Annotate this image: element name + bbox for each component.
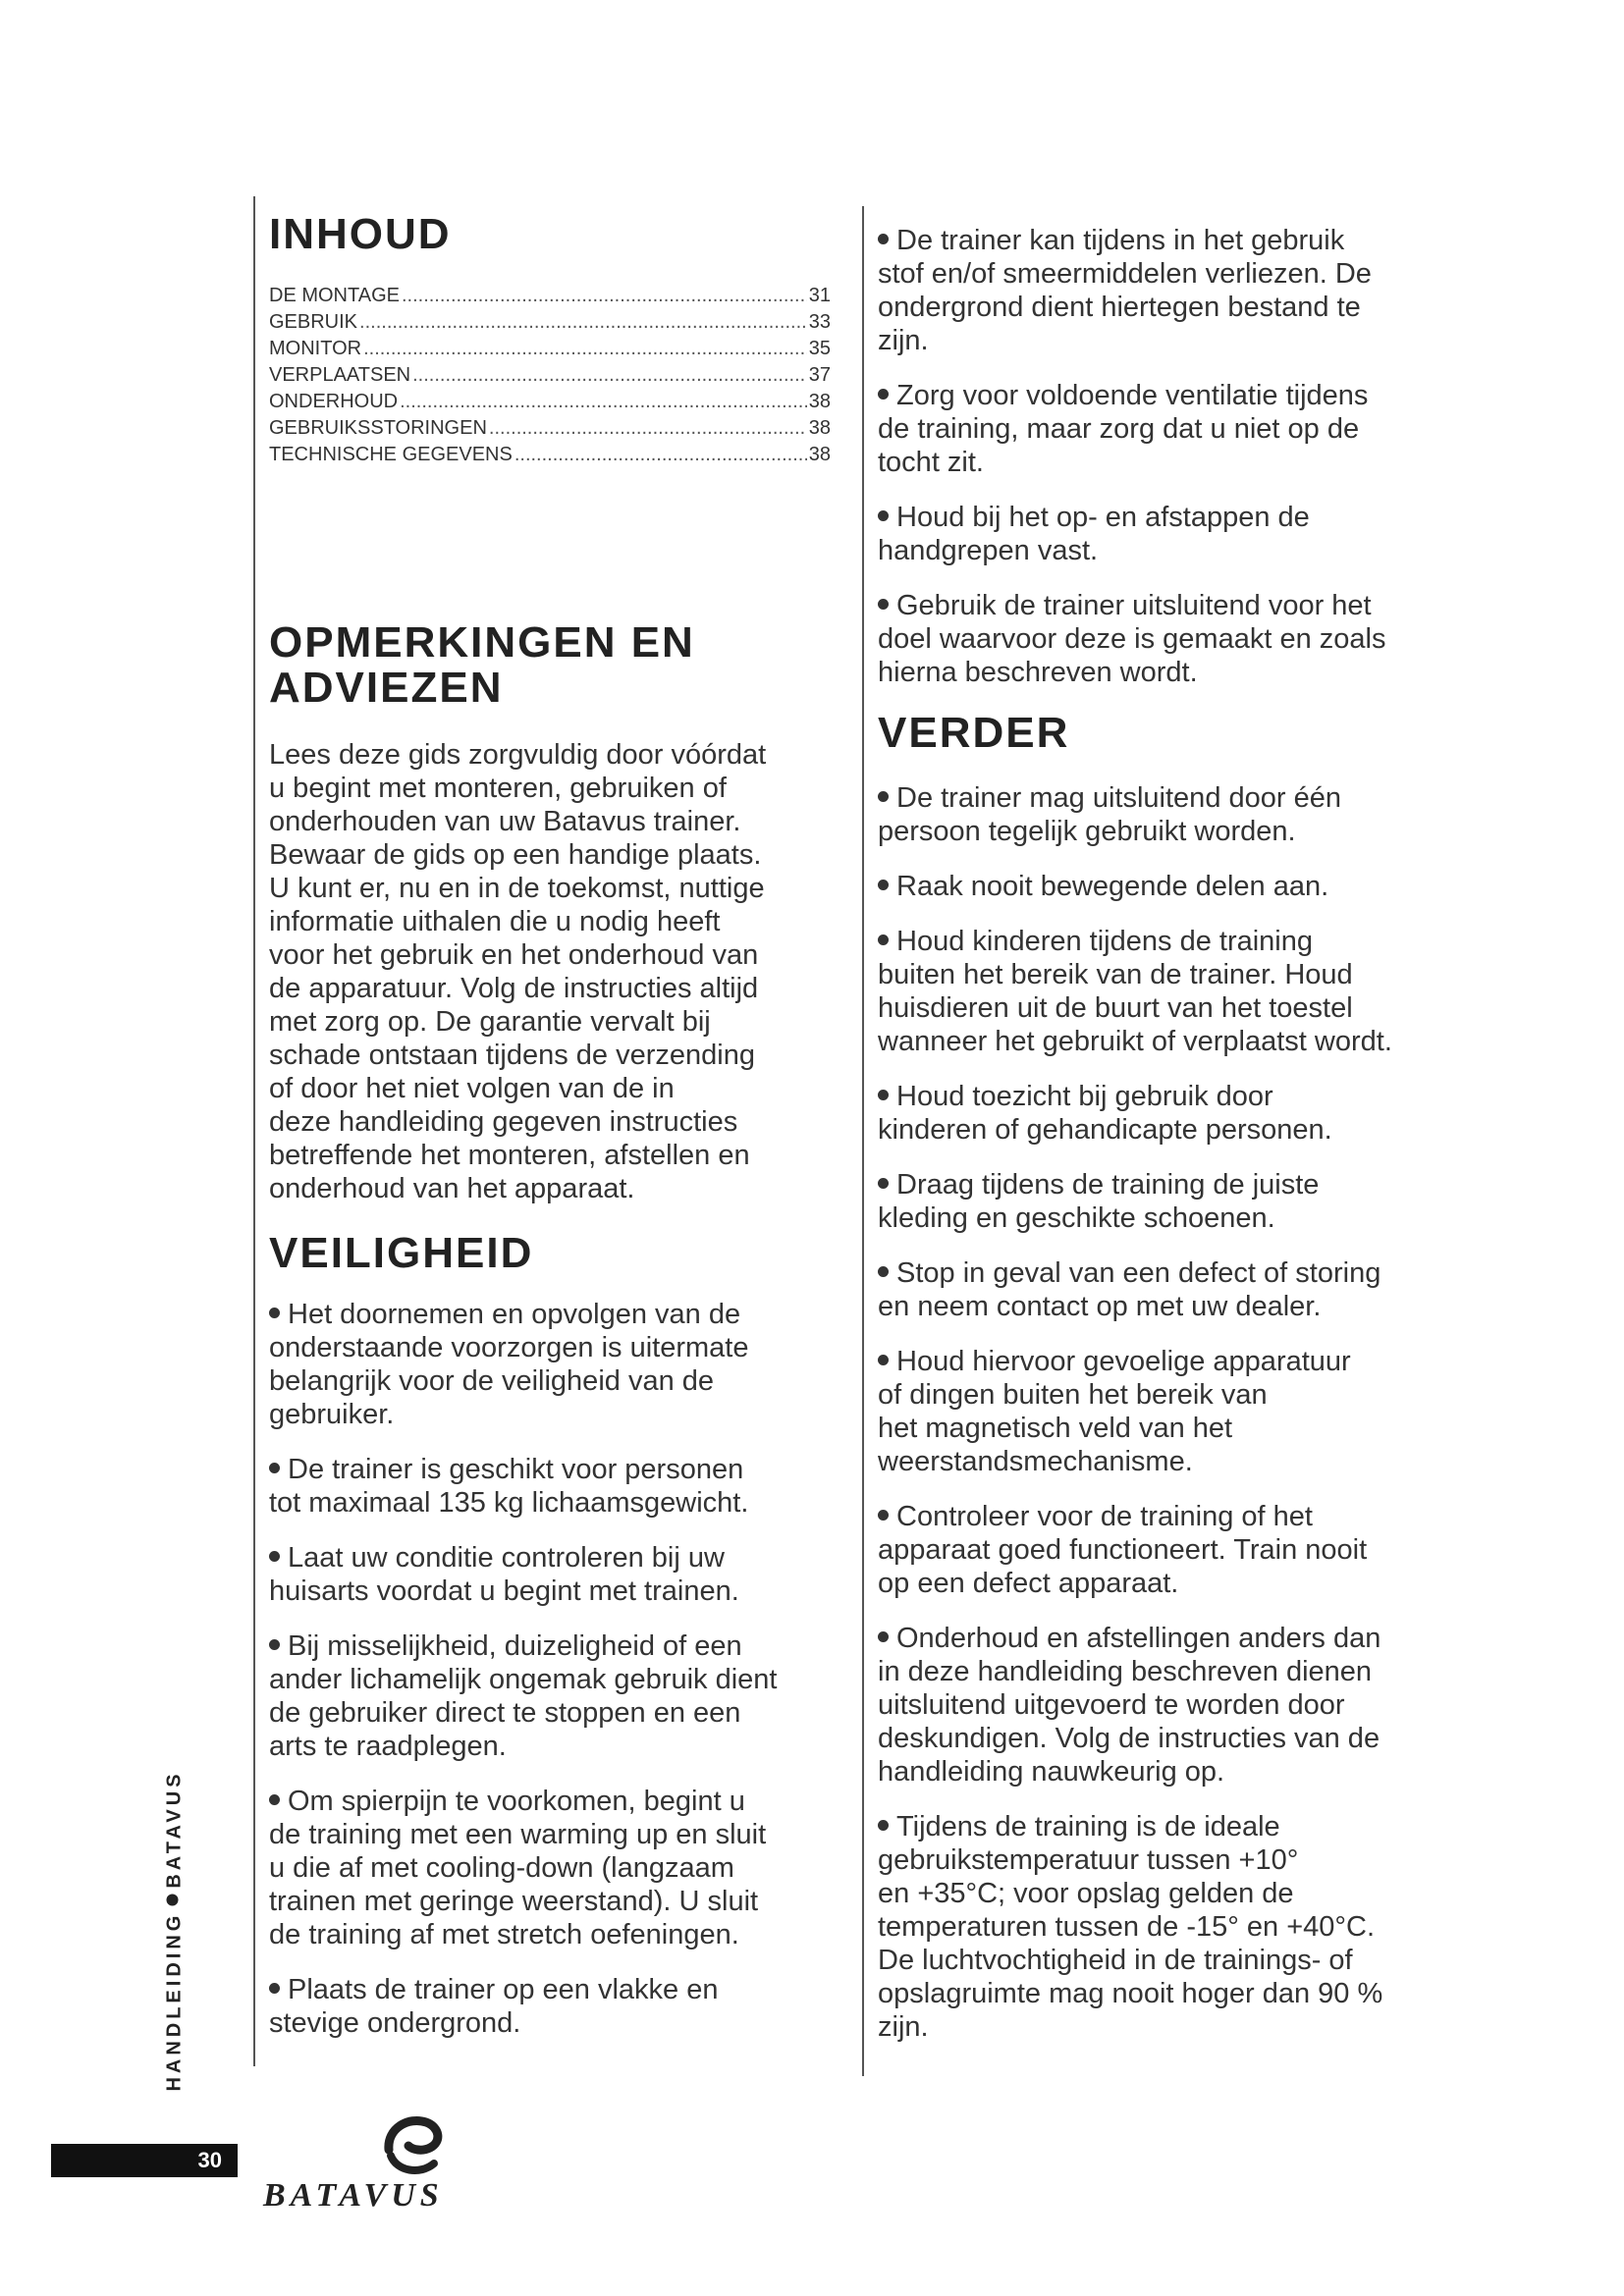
toc-page-number: 33 xyxy=(808,311,831,333)
bullet-line: Houd kinderen tijdens de training xyxy=(896,926,1313,957)
bullet-line: Controleer voor de training of het xyxy=(896,1501,1313,1532)
sidebar-batavus: BATAVUS xyxy=(163,1770,186,1889)
bullet-item xyxy=(878,1500,1451,1600)
veiligheid-list xyxy=(269,1298,835,2040)
bullet-item xyxy=(878,1080,1451,1147)
toc-label: MONITOR xyxy=(269,338,362,359)
bullet-line: Het doornemen en opvolgen van de xyxy=(288,1299,741,1330)
toc-leader-dots xyxy=(400,389,807,415)
toc-leader-dots xyxy=(359,309,807,336)
bullet-line: persoon tegelijk gebruikt worden. xyxy=(878,816,1296,847)
vertical-sidebar-label xyxy=(157,1749,192,2112)
bullet-line: Zorg voor voldoende ventilatie tijdens xyxy=(896,380,1369,411)
bullet-dot-icon xyxy=(878,599,889,610)
bullet-line: Raak nooit bewegende delen aan. xyxy=(896,871,1329,902)
toc-leader-dots xyxy=(363,336,807,362)
paragraph-line: u begint met monteren, gebruiken of xyxy=(269,773,727,804)
bullet-line: u die af met cooling-down (langzaam xyxy=(269,1852,734,1884)
bullet-dot-icon xyxy=(878,389,889,400)
toc-row xyxy=(269,309,831,336)
bullet-item xyxy=(878,925,1451,1058)
bullet-line: De luchtvochtigheid in de trainings- of xyxy=(878,1945,1353,1976)
bullet-line: gebruiker. xyxy=(269,1399,395,1430)
bullet-line: wanneer het gebruikt of verplaatst wordt. xyxy=(878,1026,1392,1057)
bullet-item xyxy=(878,589,1451,689)
toc-page-number: 38 xyxy=(808,391,831,412)
bullet-line: de training, maar zorg dat u niet op de xyxy=(878,413,1360,445)
paragraph-line: of door het niet volgen van de in xyxy=(269,1073,675,1104)
bullet-line: tot maximaal 135 kg lichaamsgewicht. xyxy=(269,1487,749,1519)
bullet-dot-icon xyxy=(878,880,889,890)
bullet-dot-icon xyxy=(269,1463,280,1473)
bullet-dot-icon xyxy=(878,1510,889,1521)
bullet-item xyxy=(878,1345,1451,1478)
bullet-line: apparaat goed functioneert. Train nooit xyxy=(878,1534,1368,1566)
toc-row xyxy=(269,389,831,415)
bullet-line: en neem contact op met uw dealer. xyxy=(878,1291,1322,1322)
bullet-line: belangrijk voor de veiligheid van de xyxy=(269,1365,715,1397)
bullet-dot-icon xyxy=(269,1794,280,1805)
toc-page-number: 31 xyxy=(808,285,831,306)
bullet-line: Tijdens de training is de ideale xyxy=(896,1811,1280,1842)
bullet-item xyxy=(269,1973,835,2040)
bullet-item xyxy=(878,870,1451,903)
paragraph-line: deze handleiding gegeven instructies xyxy=(269,1106,738,1138)
paragraph-line: schade ontstaan tijdens de verzending xyxy=(269,1040,755,1071)
bullet-dot-icon xyxy=(269,1639,280,1650)
bullet-line: hierna beschreven wordt. xyxy=(878,657,1198,688)
bullet-line: Om spierpijn te voorkomen, begint u xyxy=(288,1786,745,1817)
bullet-line: stof en/of smeermiddelen verliezen. De xyxy=(878,258,1372,290)
bullet-dot-icon xyxy=(269,1308,280,1318)
paragraph-line: Bewaar de gids op een handige plaats. xyxy=(269,839,762,871)
toc-leader-dots xyxy=(412,362,807,389)
bullet-line: weerstandsmechanisme. xyxy=(878,1446,1193,1477)
bullet-dot-icon xyxy=(269,1983,280,1994)
batavus-swirl-icon xyxy=(379,2110,448,2177)
bullet-dot-icon xyxy=(878,791,889,802)
bullet-line: Bij misselijkheid, duizeligheid of een xyxy=(288,1630,742,1662)
bullet-line: De trainer is geschikt voor personen xyxy=(288,1454,744,1485)
bullet-line: op een defect apparaat. xyxy=(878,1568,1179,1599)
bullet-line: Houd hiervoor gevoelige apparatuur xyxy=(896,1346,1351,1377)
paragraph-line: met zorg op. De garantie vervalt bij xyxy=(269,1006,711,1038)
bullet-line: deskundigen. Volg de instructies van de xyxy=(878,1723,1380,1754)
sidebar-handleiding: HANDLEIDING xyxy=(163,1911,186,2092)
bullet-line: arts te raadplegen. xyxy=(269,1731,507,1762)
bullet-line: onderstaande voorzorgen is uitermate xyxy=(269,1332,749,1363)
bullet-line: tocht zit. xyxy=(878,447,984,478)
toc-label: TECHNISCHE GEGEVENS xyxy=(269,444,513,465)
bullet-line: of dingen buiten het bereik van xyxy=(878,1379,1268,1411)
table-of-contents xyxy=(269,283,831,468)
bullet-item xyxy=(269,1298,835,1431)
bullet-dot-icon xyxy=(878,1266,889,1277)
bullet-item xyxy=(878,1810,1451,2044)
bullet-dot-icon xyxy=(878,1178,889,1189)
bullet-dot-icon xyxy=(878,1355,889,1365)
sidebar-dot-icon xyxy=(167,1895,179,1906)
opmerkingen-title xyxy=(269,620,835,711)
bullet-item xyxy=(269,1453,835,1520)
bullet-dot-icon xyxy=(878,234,889,244)
left-column xyxy=(253,196,835,2066)
toc-leader-dots xyxy=(514,442,807,468)
bullet-line: kinderen of gehandicapte personen. xyxy=(878,1114,1332,1146)
bullet-line: Houd toezicht bij gebruik door xyxy=(896,1081,1273,1112)
paragraph-line: onderhouden van uw Batavus trainer. xyxy=(269,806,741,837)
bullet-line: huisarts voordat u begint met trainen. xyxy=(269,1575,739,1607)
paragraph-line: de apparatuur. Volg de instructies altijd xyxy=(269,973,759,1004)
bullet-item xyxy=(269,1629,835,1763)
veiligheid-title: VEILIGHEID xyxy=(269,1229,534,1277)
bullet-line: De trainer mag uitsluitend door één xyxy=(896,782,1341,814)
verder-list xyxy=(878,781,1451,2044)
bullet-dot-icon xyxy=(878,934,889,945)
safety-list-continued xyxy=(878,224,1451,689)
toc-row xyxy=(269,283,831,309)
bullet-line: gebruikstemperatuur tussen +10° xyxy=(878,1844,1299,1876)
bullet-line: stevige ondergrond. xyxy=(269,2007,521,2039)
bullet-dot-icon xyxy=(878,510,889,521)
toc-label: GEBRUIKSSTORINGEN xyxy=(269,417,487,439)
bullet-item xyxy=(878,1256,1451,1323)
page-number: 30 xyxy=(51,2144,238,2177)
toc-row xyxy=(269,415,831,442)
toc-row xyxy=(269,442,831,468)
paragraph-line: informatie uithalen die u nodig heeft xyxy=(269,906,721,937)
bullet-line: de training af met stretch oefeningen. xyxy=(269,1919,739,1950)
bullet-item xyxy=(878,781,1451,848)
bullet-line: Gebruik de trainer uitsluitend voor het xyxy=(896,590,1372,621)
opmerkingen-title-line2: ADVIEZEN xyxy=(269,664,504,712)
bullet-item xyxy=(878,1622,1451,1789)
bullet-item xyxy=(878,1168,1451,1235)
paragraph-line: U kunt er, nu en in de toekomst, nuttige xyxy=(269,873,765,904)
bullet-line: Houd bij het op- en afstappen de xyxy=(896,502,1310,533)
bullet-line: Draag tijdens de training de juiste xyxy=(896,1169,1320,1201)
bullet-line: ondergrond dient hiertegen bestand te xyxy=(878,292,1361,323)
right-column xyxy=(862,206,1451,2076)
bullet-item xyxy=(878,501,1451,567)
toc-row xyxy=(269,362,831,389)
bullet-line: doel waarvoor deze is gemaakt en zoals xyxy=(878,623,1386,655)
paragraph-line: onderhoud van het apparaat. xyxy=(269,1173,635,1204)
bullet-line: Plaats de trainer op een vlakke en xyxy=(288,1974,719,2005)
bullet-line: zijn. xyxy=(878,2011,929,2043)
bullet-line: handleiding nauwkeurig op. xyxy=(878,1756,1225,1788)
bullet-line: kleding en geschikte schoenen. xyxy=(878,1202,1275,1234)
bullet-dot-icon xyxy=(878,1820,889,1831)
bullet-dot-icon xyxy=(269,1551,280,1562)
paragraph-line: betreffende het monteren, afstellen en xyxy=(269,1140,750,1171)
toc-title: INHOUD xyxy=(269,210,452,258)
batavus-logo xyxy=(263,2110,528,2214)
bullet-line: het magnetisch veld van het xyxy=(878,1413,1233,1444)
opmerkingen-title-line1: OPMERKINGEN EN xyxy=(269,618,695,667)
bullet-item xyxy=(878,379,1451,479)
toc-page-number: 38 xyxy=(808,417,831,439)
toc-label: DE MONTAGE xyxy=(269,285,400,306)
bullet-line: handgrepen vast. xyxy=(878,535,1099,566)
toc-label: VERPLAATSEN xyxy=(269,364,411,386)
bullet-dot-icon xyxy=(878,1090,889,1100)
paragraph-line: voor het gebruik en het onderhoud van xyxy=(269,939,759,971)
bullet-line: Stop in geval van een defect of storing xyxy=(896,1257,1381,1289)
bullet-line: Laat uw conditie controleren bij uw xyxy=(288,1542,725,1574)
toc-label: ONDERHOUD xyxy=(269,391,399,412)
bullet-line: de gebruiker direct te stoppen en een xyxy=(269,1697,741,1729)
bullet-line: trainen met geringe weerstand). U sluit xyxy=(269,1886,759,1917)
bullet-line: in deze handleiding beschreven dienen xyxy=(878,1656,1373,1687)
toc-page-number: 37 xyxy=(808,364,831,386)
bullet-dot-icon xyxy=(878,1631,889,1642)
bullet-line: huisdieren uit de buurt van het toestel xyxy=(878,992,1353,1024)
bullet-line: De trainer kan tijdens in het gebruik xyxy=(896,225,1345,256)
bullet-item xyxy=(878,224,1451,357)
verder-title: VERDER xyxy=(878,709,1070,757)
paragraph-line: Lees deze gids zorgvuldig door vóórdat xyxy=(269,739,767,771)
batavus-logo-text: BATAVUS xyxy=(263,2177,444,2214)
bullet-line: ander lichamelijk ongemak gebruik dient xyxy=(269,1664,778,1695)
bullet-line: Onderhoud en afstellingen anders dan xyxy=(896,1623,1381,1654)
toc-page-number: 35 xyxy=(808,338,831,359)
bullet-item xyxy=(269,1541,835,1608)
bullet-line: zijn. xyxy=(878,325,929,356)
bullet-line: temperaturen tussen de -15° en +40°C. xyxy=(878,1911,1376,1943)
toc-page-number: 38 xyxy=(808,444,831,465)
bullet-line: en +35°C; voor opslag gelden de xyxy=(878,1878,1294,1909)
toc-row xyxy=(269,336,831,362)
bullet-line: opslagruimte mag nooit hoger dan 90 % xyxy=(878,1978,1383,2009)
toc-leader-dots xyxy=(402,283,807,309)
opmerkingen-paragraph xyxy=(269,738,835,1205)
toc-leader-dots xyxy=(489,415,807,442)
bullet-line: buiten het bereik van de trainer. Houd xyxy=(878,959,1353,990)
bullet-line: uitsluitend uitgevoerd te worden door xyxy=(878,1689,1345,1721)
sidebar-text xyxy=(164,1770,187,2091)
bullet-line: de training met een warming up en sluit xyxy=(269,1819,767,1850)
bullet-item xyxy=(269,1785,835,1951)
toc-label: GEBRUIK xyxy=(269,311,358,333)
